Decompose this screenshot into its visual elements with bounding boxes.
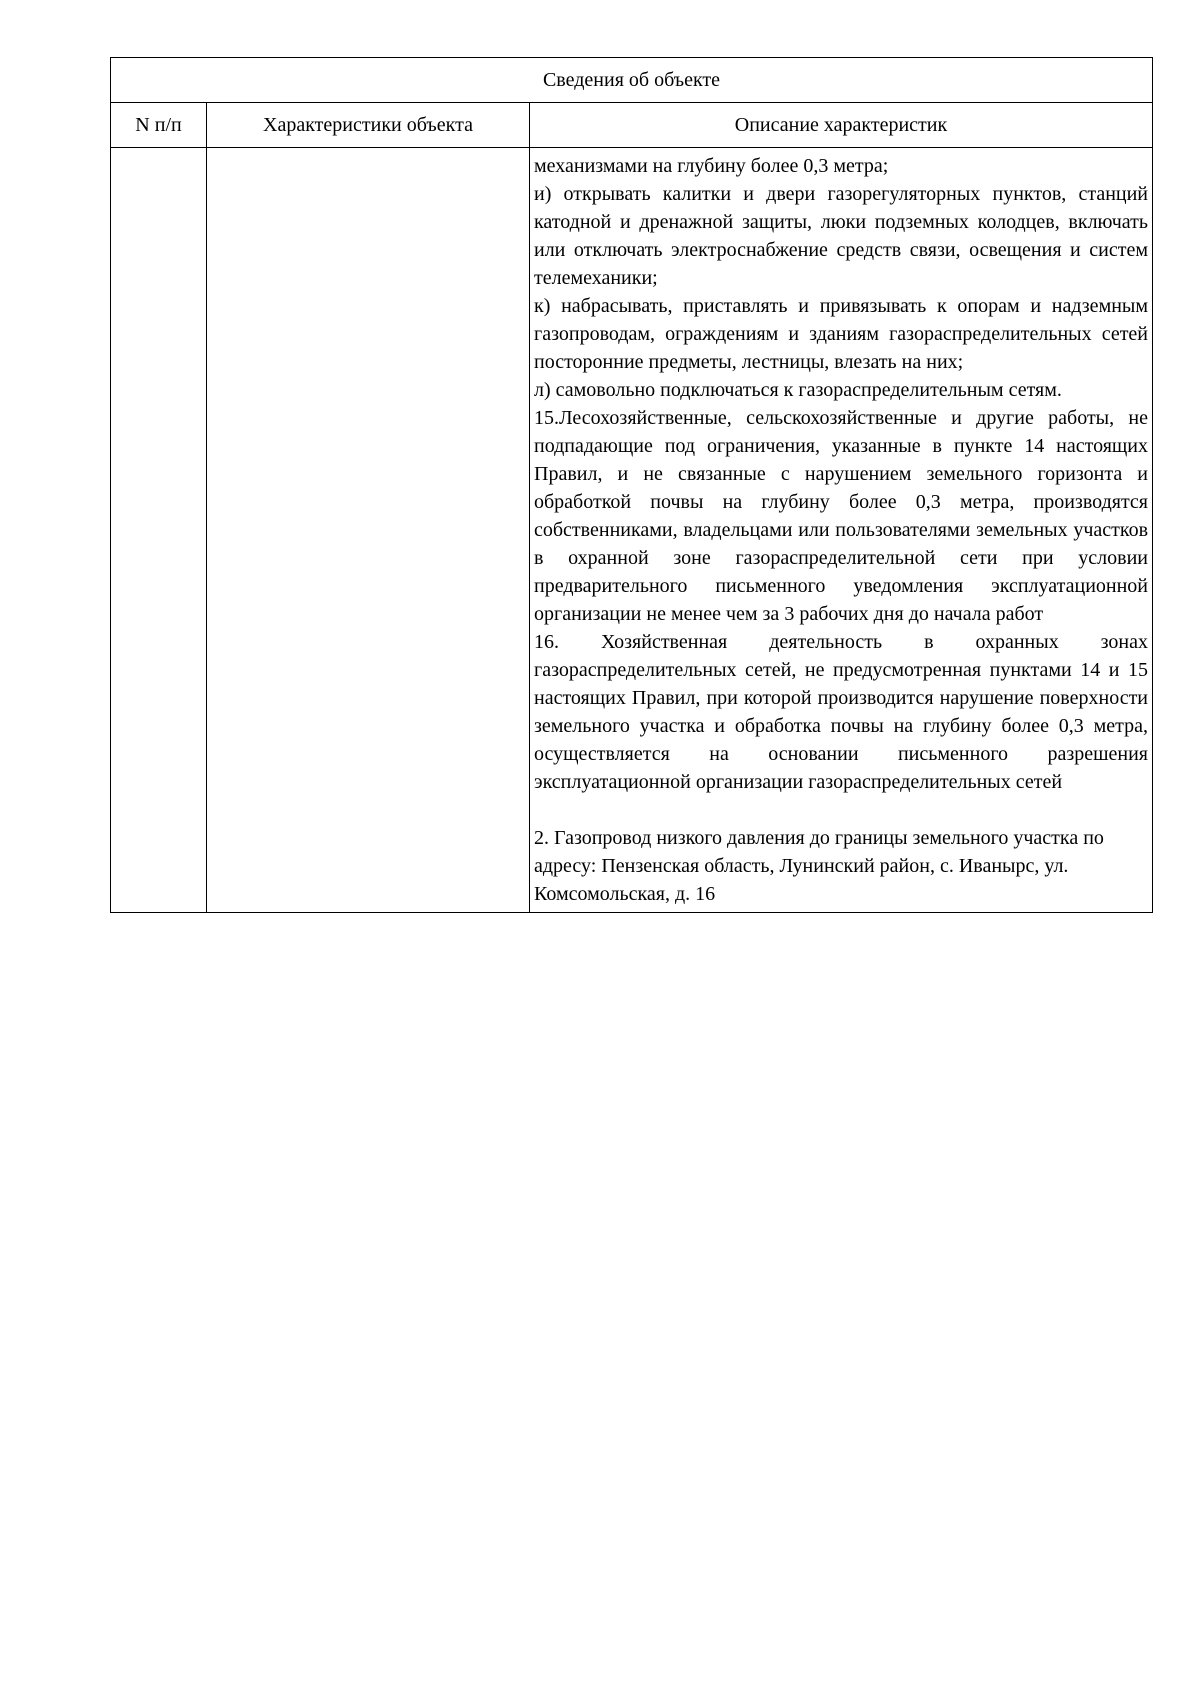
- paragraph-item-i: и) открывать калитки и двери газорегуляторных пунктов, станций катодной и дренажной защиты, люки подземных колодцев, включать или отключать электроснабжение средств связи, освещения и систем телемеханики;: [534, 183, 1149, 289]
- header-description: Описание характеристик: [530, 103, 1153, 148]
- paragraph-point-16: 16. Хозяйственная деятельность в охранных зонах газораспределительных сетей, не предусмотренная пунктами 14 и 15 настоящих Правил, при которой производится нарушение поверхности земельного участка и обработка почвы на глубину более 0,3 метра, осуществляется на основании письменного разрешения эксплуатационной организации газораспределительных сетей: [534, 631, 1149, 793]
- paragraph-point-15: 15.Лесохозяйственные, сельскохозяйственные и другие работы, не подпадающие под ограничения, указанные в пункте 14 настоящих Правил, и не связанные с нарушением земельного горизонта и обработкой почвы на глубину более 0,3 метра, производятся собственниками, владельцами или пользователями земельных участков в охранной зоне газораспределительной сети при условии предварительного письменного уведомления эксплуатационной организации не менее чем за 3 рабочих дня до начала работ: [534, 407, 1149, 625]
- paragraph-item-l: л) самовольно подключаться к газораспределительным сетям.: [534, 379, 1062, 401]
- cell-num: [111, 148, 207, 913]
- header-characteristics: Характеристики объекта: [207, 103, 530, 148]
- paragraph-mechanisms: механизмами на глубину более 0,3 метра;: [534, 155, 889, 177]
- table-caption-row: [111, 58, 1153, 103]
- header-num: N п/п: [111, 103, 207, 148]
- cell-description: [530, 148, 1153, 913]
- table-header-row: [111, 103, 1153, 148]
- table-row: [111, 148, 1153, 913]
- paragraph-address: 2. Газопровод низкого давления до границы земельного участка по адресу: Пензенская область, Лунинский район, с. Иванырс, ул. Комсомольская, д. 16: [534, 827, 1104, 905]
- table-caption: Сведения об объекте: [111, 58, 1153, 103]
- paragraph-item-k: к) набрасывать, приставлять и привязывать к опорам и надземным газопроводам, ограждениям и зданиям газораспределительных сетей посторонние предметы, лестницы, влезать на них;: [534, 295, 1149, 373]
- cell-characteristics: [207, 148, 530, 913]
- paragraph-spacer: [534, 796, 1148, 824]
- object-info-table: [110, 57, 1153, 913]
